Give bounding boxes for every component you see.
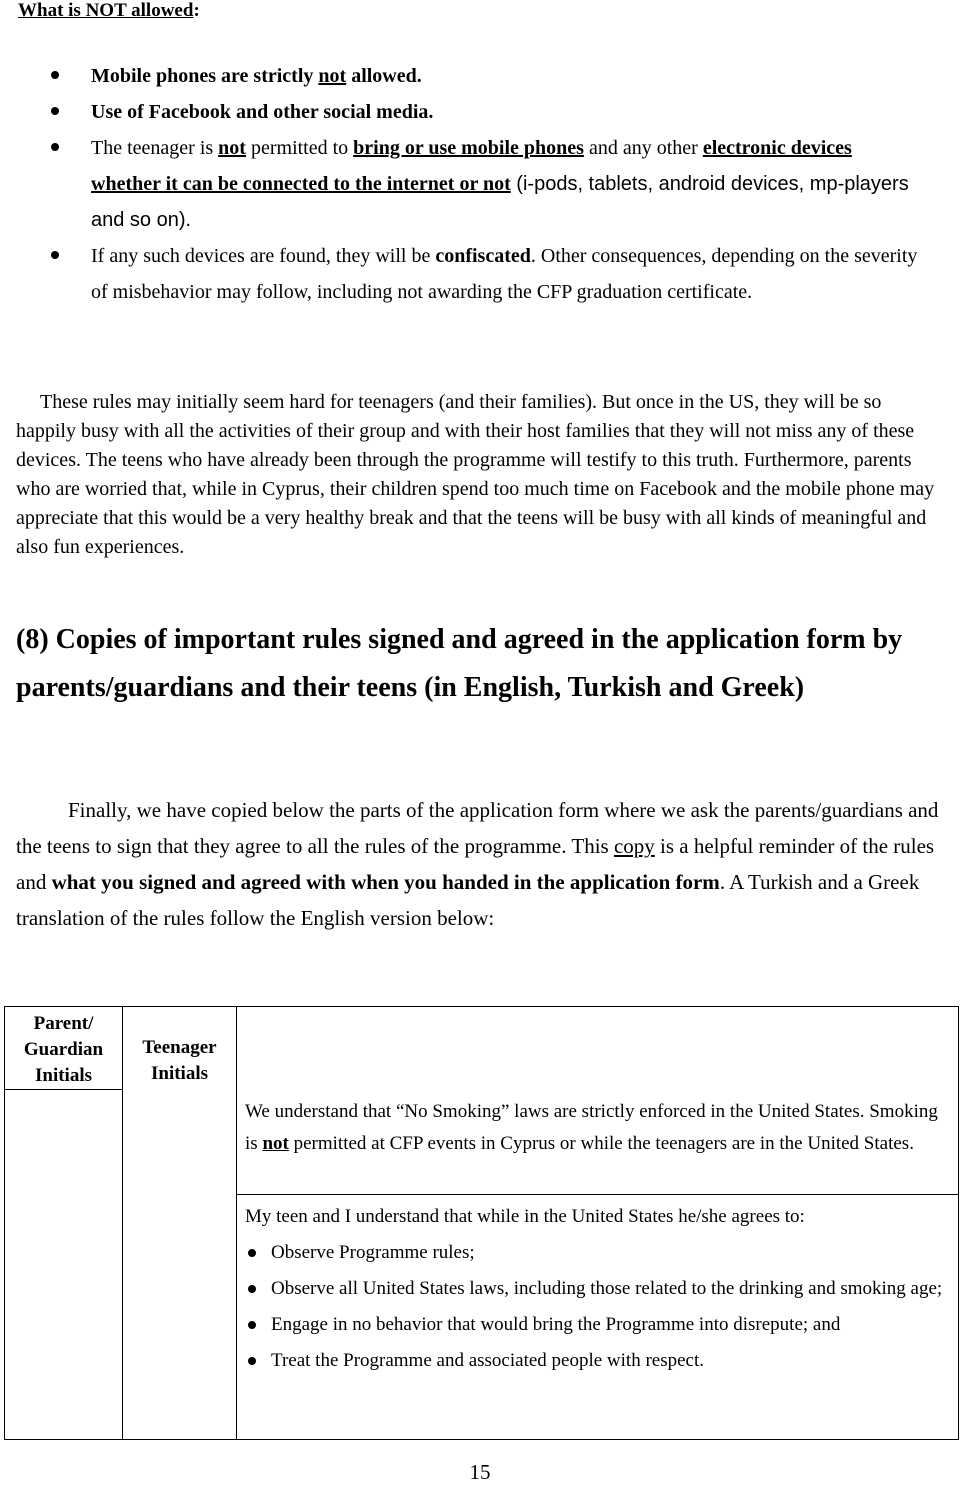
table-row: [5, 1007, 959, 1090]
teen-agreement-rules: My teen and I understand that while in the United States he/she agrees to: Observe Programme rules; Observe all United States laws, including those related to the drinking and smoking age; Engage in no behavior that would bring the Programme into disrepute; and Treat the Programme and associated people with respect.: [237, 1194, 959, 1439]
list-item: Use of Facebook and other social media.: [0, 94, 960, 130]
list-item: Observe all United States laws, including those related to the drinking and smoking age;: [245, 1273, 950, 1305]
bullet-icon: [248, 1321, 256, 1329]
bullet-icon: [51, 143, 59, 151]
bullet-icon: [51, 107, 59, 115]
list-item: Treat the Programme and associated people with respect.: [245, 1345, 950, 1377]
bullet-icon: [51, 71, 59, 79]
list-item: The teenager is not permitted to bring or use mobile phones and any other electronic devices whether it can be connected to the internet or not (i-pods, tablets, android devices, mp-players and so on).: [0, 130, 960, 238]
bullet-icon: [248, 1357, 256, 1365]
parent-initials-header: Parent/ Guardian Initials: [5, 1007, 123, 1090]
paragraph-rules-explanation: These rules may initially seem hard for teenagers (and their families). But once in the US, they will be so happily busy with all the activities of their group and with their host families that they will not miss any of these devices. The teens who have already been through the programme will testify to this truth. Furthermore, parents who are worried that, while in Cyprus, their children spend too much time on Facebook and the mobile phone may appreciate that this would be a very healthy break and that the teens will be busy with all kinds of meaningful and also fun experiences.: [16, 391, 935, 558]
table-blank-cell: [237, 1007, 959, 1090]
paragraph-copies-intro: Finally, we have copied below the parts of the application form where we ask the parents/guardians and the teens to sign that they agree to all the rules of the programme. This copy is a helpful reminder of the rules and what you signed and agreed with when you handed in the application form. A Turkish and a Greek translation of the rules follow the English version below:: [16, 798, 939, 930]
list-item: Engage in no behavior that would bring the Programme into disrepute; and: [245, 1309, 950, 1341]
agreement-list: [245, 1237, 950, 1377]
parent-initials-cell[interactable]: [5, 1090, 123, 1440]
section-heading: What is NOT allowed:: [18, 0, 200, 21]
list-item: Observe Programme rules;: [245, 1237, 950, 1269]
list-item: If any such devices are found, they will be confiscated. Other consequences, depending on the severity of misbehavior may follow, including not awarding the CFP graduation certificate.: [0, 238, 960, 310]
section-8-heading: (8) Copies of important rules signed and agreed in the application form by parents/guardians and their teens (in English, Turkish and Greek): [16, 624, 903, 703]
bullet-icon: [248, 1249, 256, 1257]
teenager-initials-header: Teenager Initials: [123, 1007, 237, 1440]
bullet-icon: [51, 251, 59, 259]
not-allowed-list: [0, 58, 960, 310]
list-item: Mobile phones are strictly not allowed.: [0, 58, 960, 94]
rules-table: [4, 1006, 959, 1440]
page-number: 15: [469, 1460, 491, 1484]
bullet-icon: [248, 1285, 256, 1293]
no-smoking-rule: We understand that “No Smoking” laws are strictly enforced in the United States. Smoking is not permitted at CFP events in Cyprus or while the teenagers are in the United States.: [237, 1090, 959, 1195]
